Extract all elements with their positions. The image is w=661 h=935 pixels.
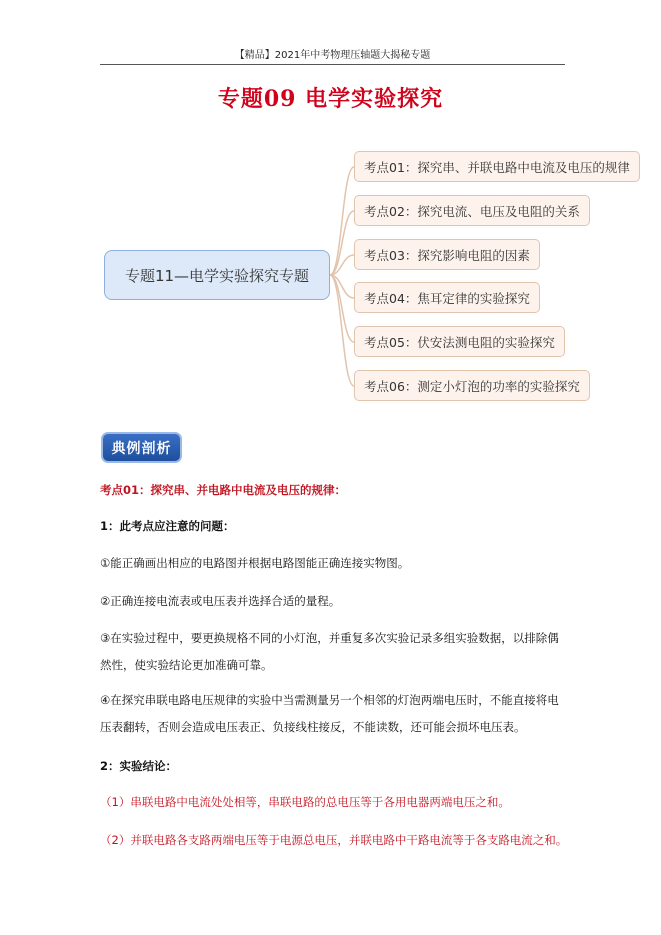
conclusion-1: （1）串联电路中电流处处相等，串联电路的总电压等于各用电器两端电压之和。 (100, 795, 510, 809)
note-3-line-1: ③在实验过程中，要更换规格不同的小灯泡，并重复多次实验记录多组实验数据，以排除偶 (100, 631, 559, 645)
notes-heading: 1：此考点应注意的问题： (100, 519, 235, 533)
mind-map-branch: 考点01：探究串、并联电路中电流及电压的规律 (354, 151, 640, 182)
mind-map-branch: 考点02：探究电流、电压及电阻的关系 (354, 195, 590, 226)
page-title: 专题09 电学实验探究 (217, 86, 444, 112)
mind-map (0, 0, 661, 420)
mind-map-branch: 考点03：探究影响电阻的因素 (354, 239, 540, 270)
connector-1 (330, 167, 354, 275)
page-header: 【精品】2021年中考物理压轴题大揭秘专题 (234, 50, 431, 61)
conclusion-heading: 2：实验结论： (100, 759, 178, 773)
mind-map-branch: 考点04：焦耳定律的实验探究 (354, 282, 540, 313)
mind-map-root: 专题11—电学实验探究专题 (104, 250, 330, 300)
point-heading: 考点01：探究串、并电路中电流及电压的规律： (100, 483, 347, 497)
note-4-line-1: ④在探究串联电路电压规律的实验中当需测量另一个相邻的灯泡两端电压时，不能直接将电 (100, 693, 559, 707)
conclusion-2: （2）并联电路各支路两端电压等于电源总电压，并联电路中干路电流等于各支路电流之和。 (100, 833, 568, 847)
connector-6 (330, 275, 354, 386)
note-4-line-2: 压表翻转，否则会造成电压表正、负接线柱接反，不能读数，还可能会损坏电压表。 (100, 720, 526, 734)
section-badge: 典例剖析 (101, 432, 182, 463)
note-1: ①能正确画出相应的电路图并根据电路图能正确连接实物图。 (100, 556, 410, 570)
note-2: ②正确连接电流表或电压表并选择合适的量程。 (100, 594, 341, 608)
mind-map-branch: 考点05：伏安法测电阻的实验探究 (354, 326, 565, 357)
mind-map-branch: 考点06：测定小灯泡的功率的实验探究 (354, 370, 590, 401)
note-3-line-2: 然性，使实验结论更加准确可靠。 (100, 658, 273, 672)
